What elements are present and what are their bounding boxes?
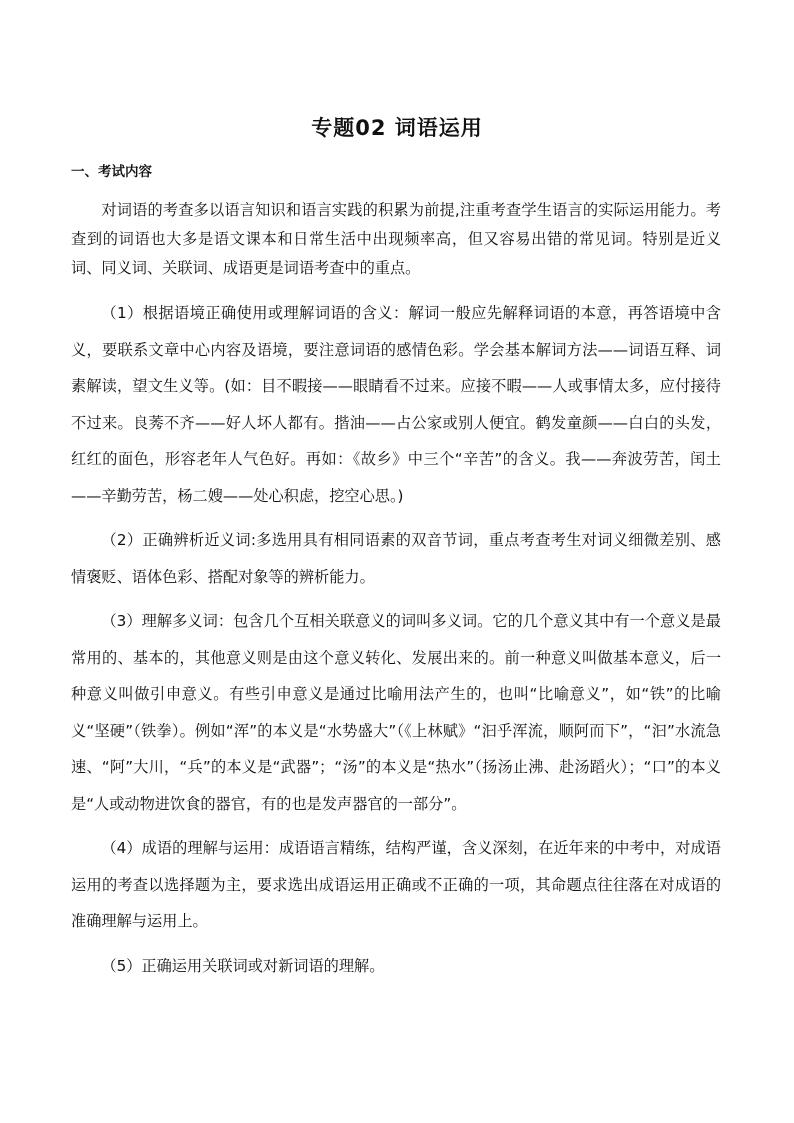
item-paragraph-1: （1）根据语境正确使用或理解词语的含义：解词一般应先解释词语的本意，再答语境中含义，要联系文章中心内容及语境，要注意词语的感情色彩。学会基本解词方法——词语互释、词素解读，望文生义等。(如：目不暇接——眼睛看不过来。应接不暇——人或事情太多，应付接待不过来。良莠不齐——好人坏人都有。揩油——占公家或别人便宜。鹤发童颜——白白的头发，红红的面色，形容老年人气色好。再如：《故乡》中三个“辛苦”的含义。我——奔波劳苦，闰土——辛勤劳苦，杨二嫂——处心积虑，挖空心思。)	[71, 304, 721, 505]
item-paragraph-3: （3）理解多义词：包含几个互相关联意义的词叫多义词。它的几个意义其中有一个意义是最常用的、基本的，其他意义则是由这个意义转化、发展出来的。前一种意义叫做基本意义，后一种意义叫做引申意义。有些引申意义是通过比喻用法产生的，也叫“比喻意义”，如“铁”的比喻义“坚硬”（铁拳）。例如“浑”的本义是“水势盛大”（《上林赋》“汩乎浑流，顺阿而下”，“汩”水流急速、“阿”大川，“兵”的本义是“武器”；“汤”的本义是“热水”（扬汤止沸、赴汤蹈火）；“口”的本义是“人或动物进饮食的器官，有的也是发声器官的一部分”。	[71, 612, 721, 813]
document-body	[71, 162, 721, 992]
document-title: 专题02 词语运用	[311, 116, 483, 140]
section-heading: 一、考试内容	[71, 164, 152, 180]
item-paragraph-4: （4）成语的理解与运用：成语语言精练，结构严谨，含义深刻，在近年来的中考中，对成语运用的考查以选择题为主，要求选出成语运用正确或不正确的一项，其命题点往往落在对成语的准确理解与运用上。	[71, 839, 721, 930]
item-paragraph-2: （2）正确辨析近义词:多选用具有相同语素的双音节词，重点考查考生对词义细微差别、感情褒贬、语体色彩、搭配对象等的辨析能力。	[71, 531, 721, 586]
intro-paragraph: 对词语的考查多以语言知识和语言实践的积累为前提,注重考查学生语言的实际运用能力。考查到的词语也大多是语文课本和日常生活中出现频率高，但又容易出错的常见词。特别是近义词、同义词、关联词、成语更是词语考查中的重点。	[71, 201, 721, 277]
item-paragraph-5: （5）正确运用关联词或对新词语的理解。	[101, 956, 385, 975]
